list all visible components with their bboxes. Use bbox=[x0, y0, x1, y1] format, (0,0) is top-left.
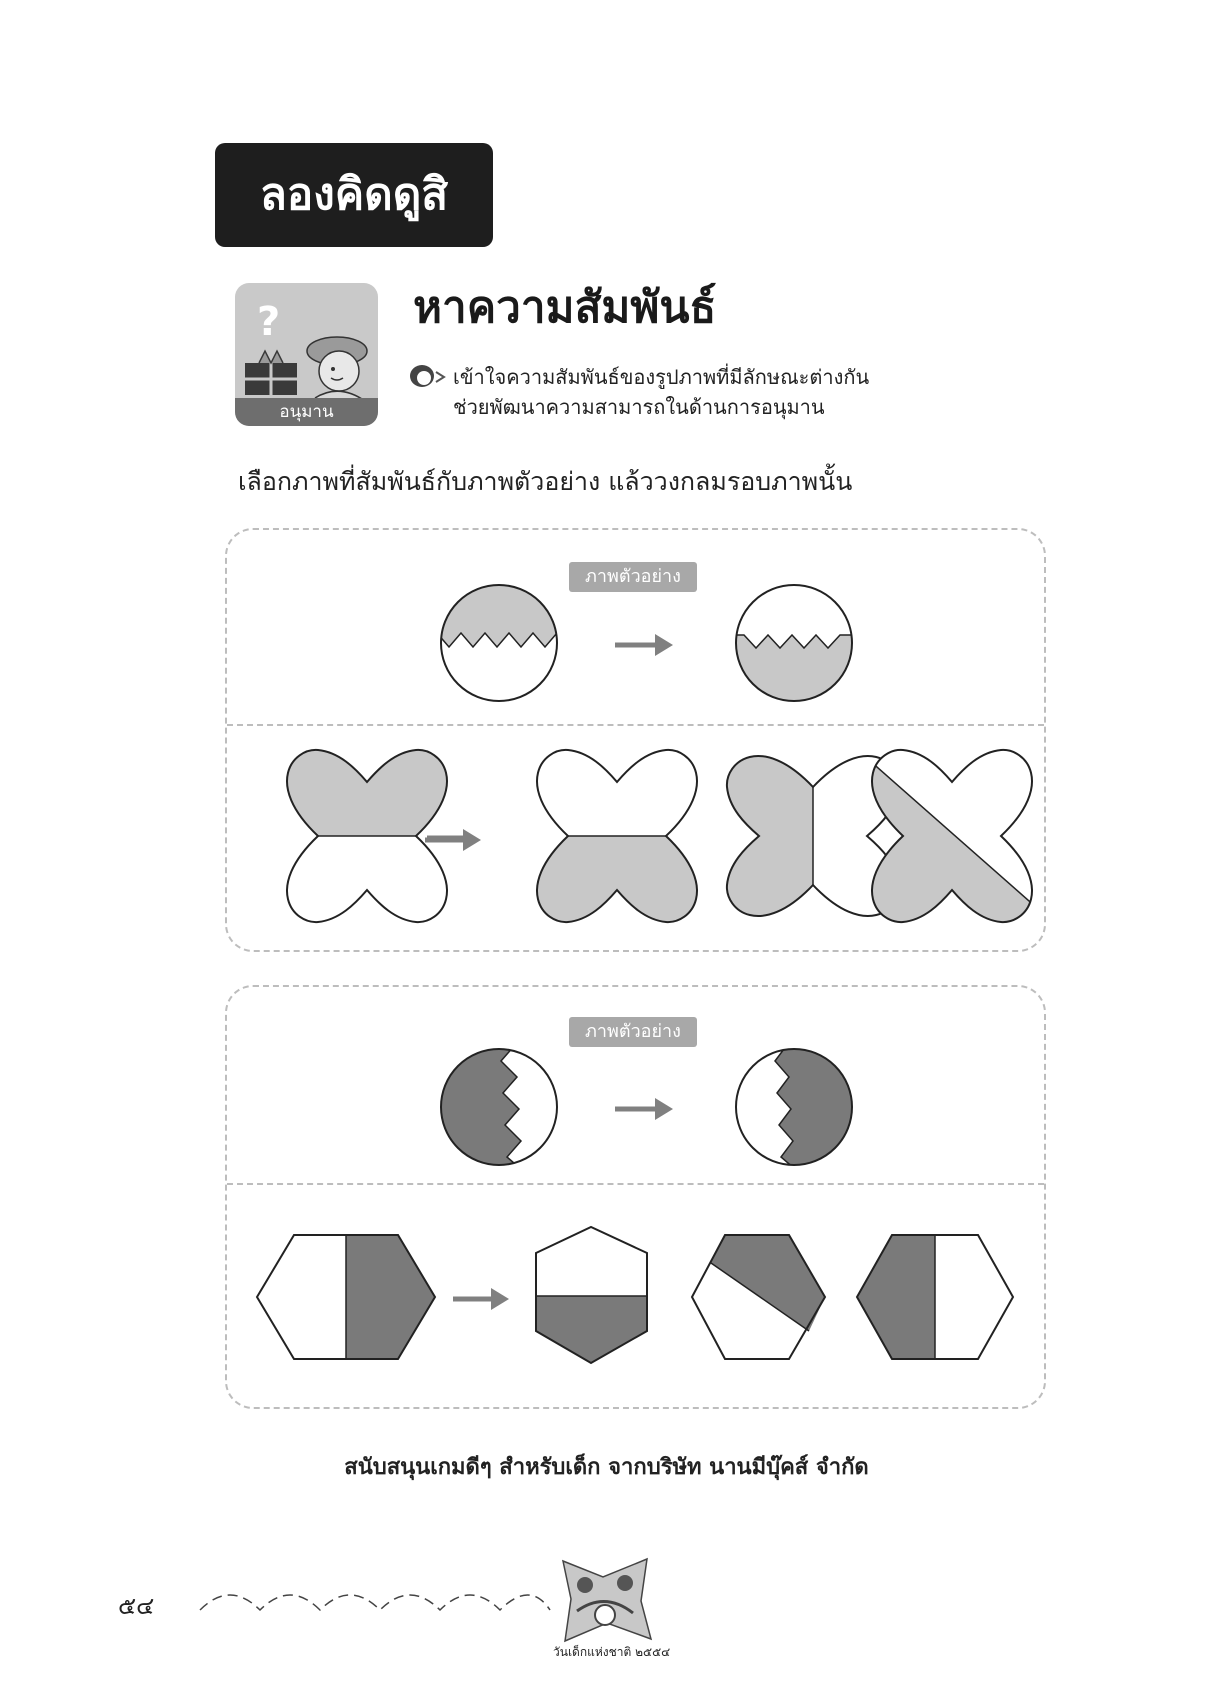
child-face-icon bbox=[408, 364, 448, 390]
footer-note: สนับสนุนเกมดีๆ สำหรับเด็ก จากบริษัท นานมีบุ๊คส์ จำกัด bbox=[344, 1455, 869, 1480]
choice-butterfly-1[interactable] bbox=[507, 740, 737, 936]
svg-text:?: ? bbox=[257, 299, 281, 345]
arrow-icon bbox=[425, 829, 481, 851]
panel-2-shapes bbox=[227, 987, 1044, 1407]
section-header-tab: ลองคิดดูสิ bbox=[215, 143, 493, 247]
inference-badge bbox=[235, 283, 378, 426]
instruction-text: เลือกภาพที่สัมพันธ์กับภาพตัวอย่าง แล้ววงกลมรอบภาพนั้น bbox=[238, 467, 853, 496]
choice-hexagon-2[interactable] bbox=[692, 1235, 825, 1359]
choice-hexagon-3[interactable] bbox=[857, 1235, 1013, 1359]
childrens-day-logo bbox=[555, 1555, 655, 1643]
activity-description bbox=[453, 362, 869, 422]
example-circle-before bbox=[437, 1045, 567, 1175]
puzzle-panel-2 bbox=[225, 985, 1046, 1409]
arrow-icon bbox=[453, 1288, 509, 1310]
example-circle-after bbox=[732, 1045, 862, 1175]
example-label: ภาพตัวอย่าง bbox=[569, 1017, 697, 1047]
description-line: ช่วยพัฒนาความสามารถในด้านการอนุมาน bbox=[453, 395, 825, 419]
example-circle-before bbox=[437, 580, 567, 710]
page-number: ๕๔ bbox=[118, 1592, 155, 1620]
description-line: เข้าใจความสัมพันธ์ของรูปภาพที่มีลักษณะต่างกัน bbox=[453, 365, 870, 389]
arrow-icon bbox=[615, 634, 673, 656]
example-circle-after bbox=[732, 580, 862, 710]
choice-hexagon-1[interactable] bbox=[536, 1227, 647, 1363]
question-hexagon bbox=[257, 1235, 435, 1359]
example-label: ภาพตัวอย่าง bbox=[569, 562, 697, 592]
logo-caption: วันเด็กแห่งชาติ ๒๕๕๔ bbox=[553, 1645, 671, 1659]
puzzle-panel-1 bbox=[225, 528, 1046, 952]
badge-label: อนุมาน bbox=[235, 398, 378, 426]
arrow-icon bbox=[615, 1098, 673, 1120]
activity-title: หาความสัมพันธ์ bbox=[413, 282, 717, 333]
panel-1-shapes bbox=[227, 530, 1044, 950]
scallop-decoration bbox=[195, 1580, 555, 1620]
